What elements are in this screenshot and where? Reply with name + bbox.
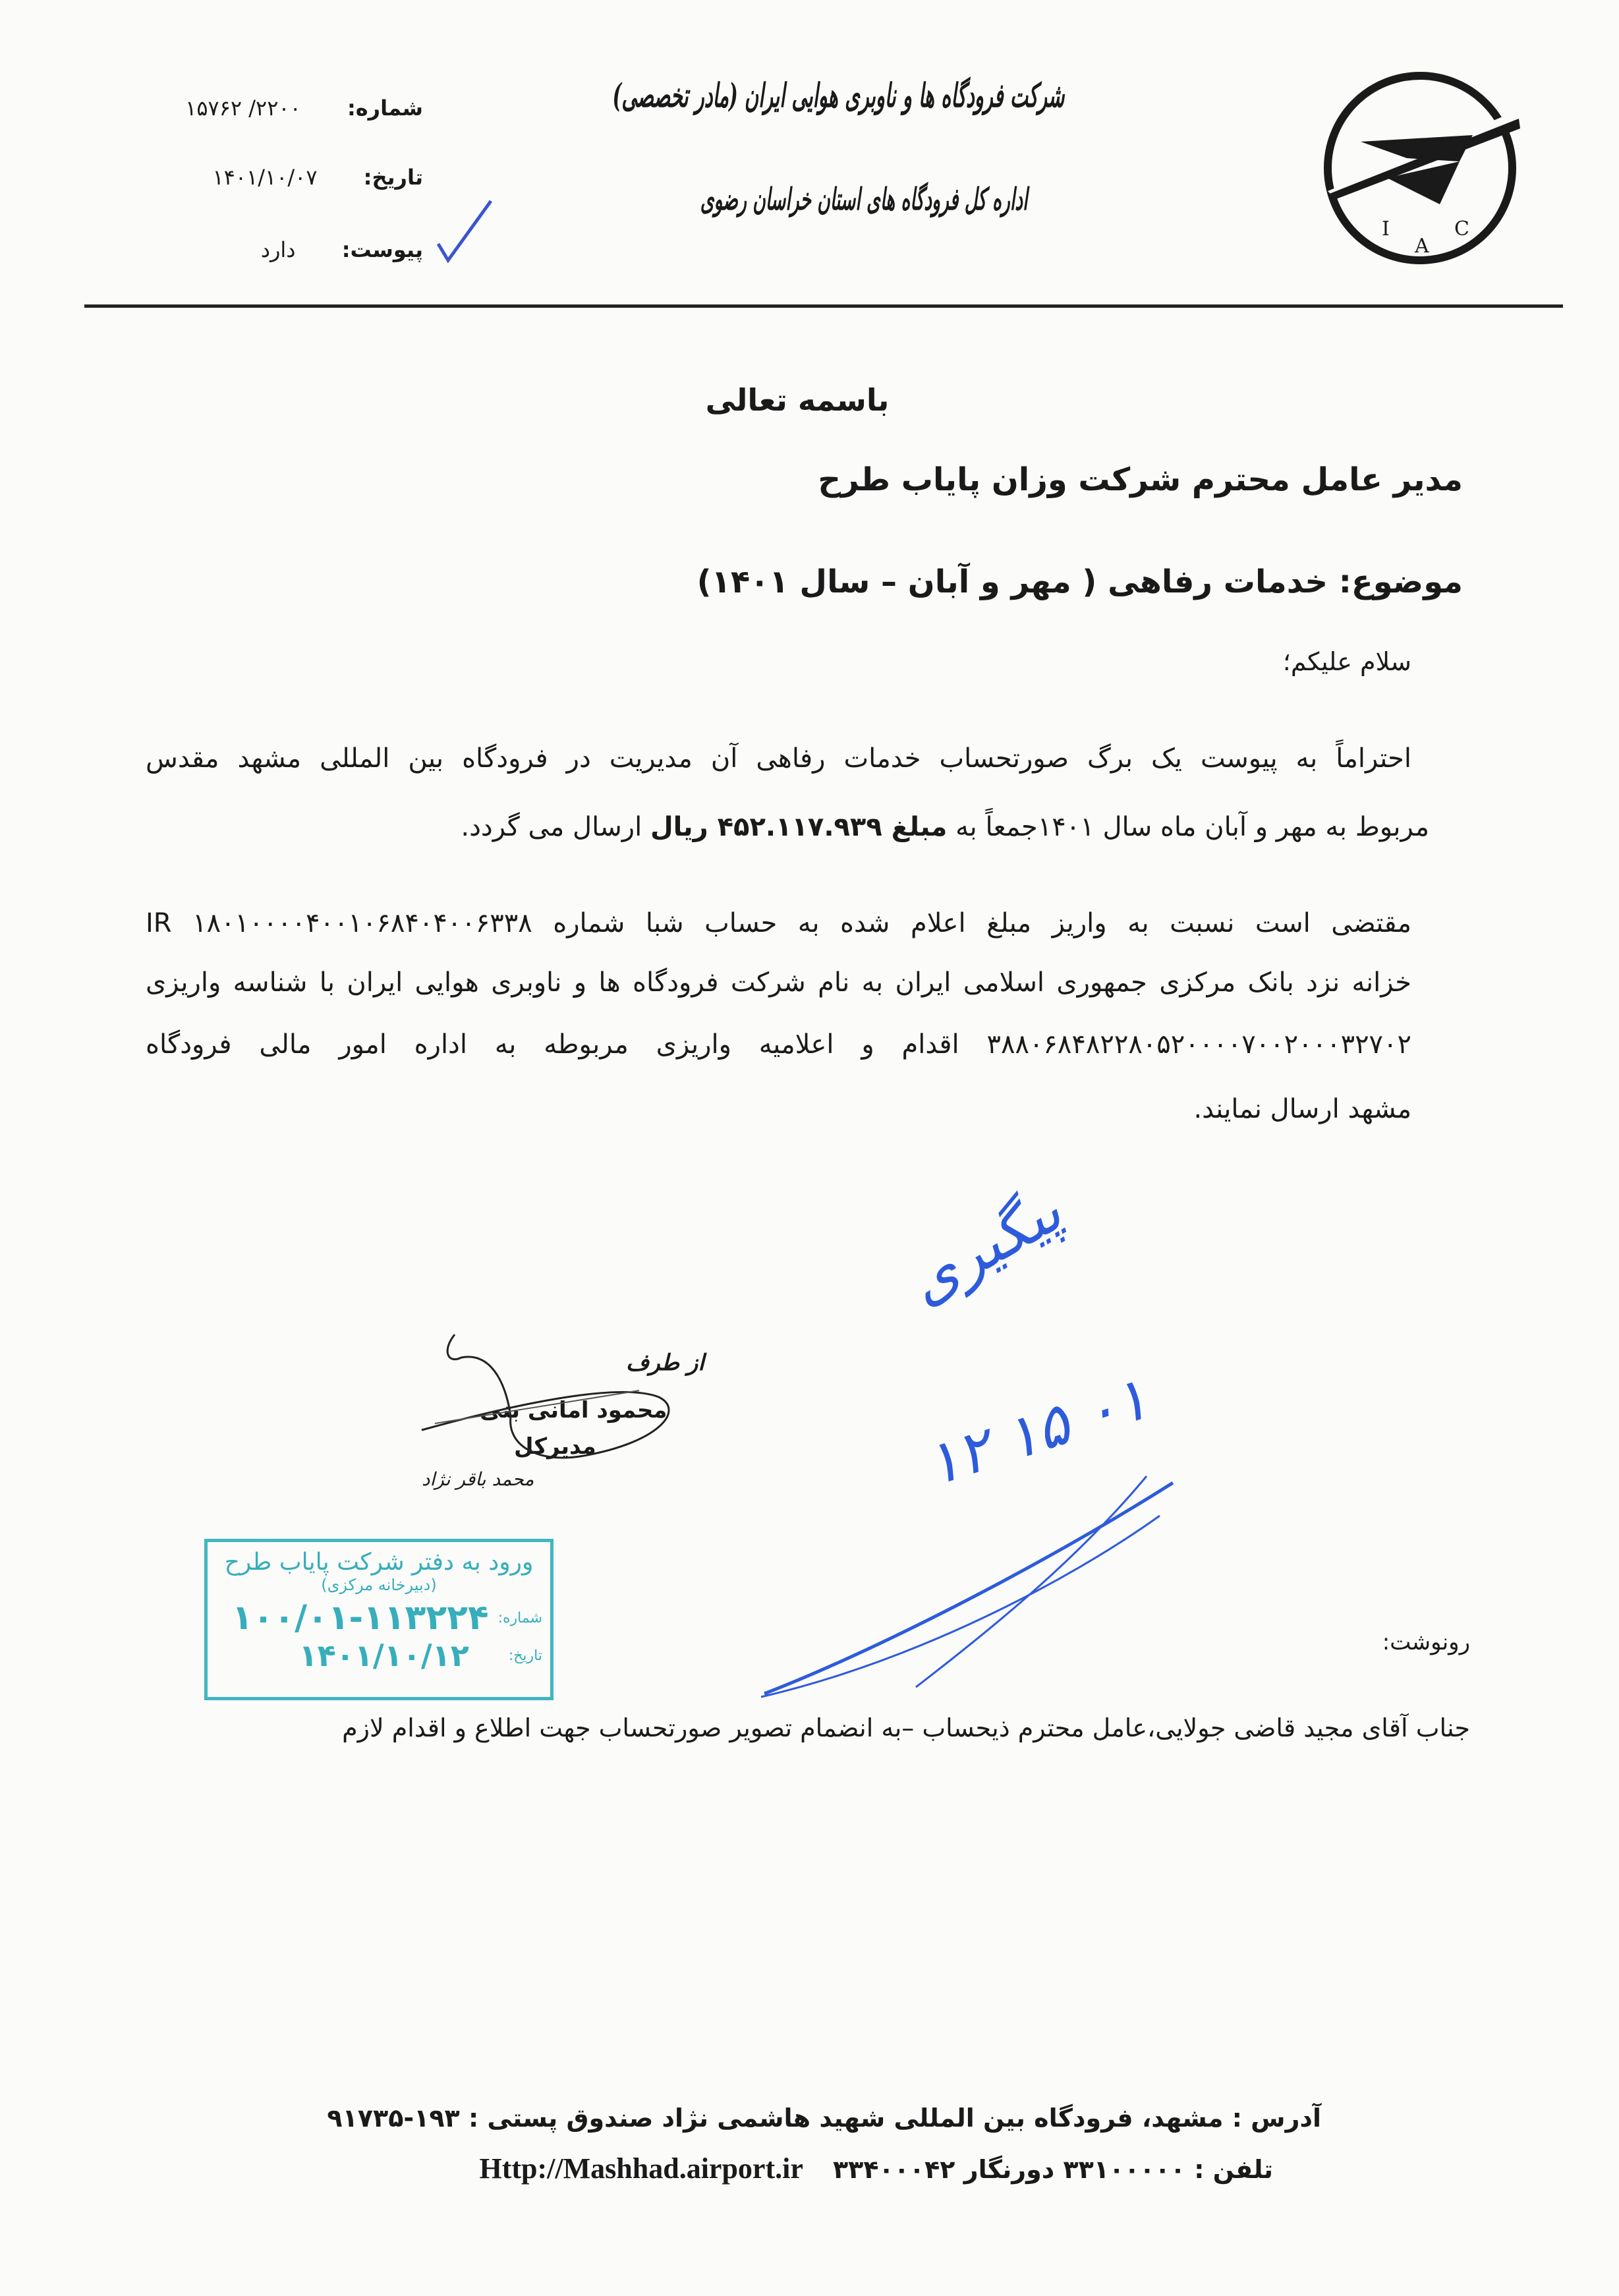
cc-line: جناب آقای مجید قاضی جولایی،عامل محترم ذیحساب –به انضمام تصویر صورتحساب جهت اطلاع و اقدام لازم	[342, 1713, 1470, 1742]
paragraph-1-line-1: احتراماً به پیوست یک برگ صورتحساب خدمات رفاهی آن مدیریت در فرودگاه بین المللی مشهد مقدس	[146, 743, 1411, 774]
footer-contact	[480, 2152, 1273, 2185]
stamp-line-2: (دبیرخانه مرکزی)	[321, 1576, 437, 1594]
recipient: مدیر عامل محترم شرکت وزان پایاب طرح	[818, 461, 1463, 498]
paragraph-2-line-1: مقتضی است نسبت به واریز مبلغ اعلام شده به حساب شبا شماره IR ۱۸۰۱۰۰۰۰۴۰۰۱۰۶۸۴۰۴۰۰۶۳۳۸	[146, 908, 1412, 938]
subject: موضوع: خدمات رفاهی ( مهر و آبان – سال ۱۴۰۱)	[696, 563, 1463, 600]
company-name: شرکت فرودگاه ها و ناوبری هوایی ایران (مادر تخصصی)	[612, 76, 1064, 115]
paragraph-1-line-2	[461, 812, 1429, 842]
letter-number	[185, 96, 423, 121]
stamp-number-label: شماره:	[497, 1609, 542, 1626]
signer-name: محمود امانی بنی	[480, 1397, 667, 1423]
letter-attachment	[261, 237, 423, 262]
stamp-line-1: ورود به دفتر شرکت پایاب طرح	[224, 1549, 534, 1576]
cc-label: رونوشت:	[1382, 1629, 1470, 1655]
salutation: سلام علیکم؛	[1282, 647, 1411, 676]
stamp-date-value: ۱۴۰۱/۱۰/۱۲	[298, 1638, 469, 1673]
handwritten-signer: محمد باقر نژاد	[422, 1468, 534, 1490]
invocation: باسمه تعالی	[705, 382, 890, 418]
paragraph-1-text: مربوط به مهر و آبان ماه سال ۱۴۰۱جمعاً به	[955, 812, 1429, 842]
number-label: شماره:	[347, 96, 423, 121]
attachment-label: پیوست:	[341, 237, 423, 262]
logo-letter: A	[1415, 235, 1429, 258]
on-behalf-label: از طرف	[626, 1350, 704, 1376]
iac-logo	[1308, 63, 1532, 273]
date-label: تاریخ:	[363, 165, 423, 190]
handwritten-numbers: ۱۲ ۱۵ ۰۱	[917, 1363, 1156, 1501]
received-stamp	[204, 1539, 554, 1700]
date-value: ۱۴۰۱/۱۰/۰۷	[212, 165, 318, 190]
letter-date	[212, 165, 423, 190]
attachment-value: دارد	[260, 237, 296, 262]
signer-title: مدیرکل	[514, 1433, 596, 1460]
stamp-number-value: ۱۰۰/۰۱-۱۱۳۲۲۴	[231, 1598, 489, 1638]
number-value: ۲۲۰۰/ ۱۵۷۶۲	[185, 96, 301, 121]
logo-letter: C	[1454, 217, 1469, 241]
black-signature-strokes	[409, 1325, 685, 1472]
footer-address: آدرس : مشهد، فرودگاه بین المللی شهید هاشمی نژاد صندوق پستی : ۱۹۳-۹۱۷۳۵	[327, 2104, 1321, 2133]
paragraph-1-text-end: ارسال می گردد.	[461, 812, 642, 842]
footer-website: Http://Mashhad.airport.ir	[479, 2152, 803, 2185]
stamp-date-label: تاریخ:	[508, 1647, 542, 1664]
handwritten-note: پیگیری	[896, 1176, 1073, 1319]
amount: مبلغ ۴۵۲.۱۱۷.۹۳۹ ریال	[650, 812, 948, 842]
paragraph-2-line-2: خزانه نزد بانک مرکزی جمهوری اسلامی ایران به نام شرکت فرودگاه ها و ناوبری هوایی ایران با شناسه واریزی	[146, 967, 1411, 998]
footer-phone: تلفن : ۳۳۱۰۰۰۰۰ دورنگار ۳۳۴۰۰۰۴۲	[832, 2155, 1273, 2184]
header-divider	[84, 304, 1563, 308]
logo-letter: I	[1382, 217, 1390, 241]
checkmark-icon	[435, 198, 494, 266]
paragraph-2-line-3: ۳۸۸۰۶۸۴۸۲۲۸۰۵۲۰۰۰۰۷۰۰۲۰۰۰۳۲۷۰۲ اقدام و اعلامیه واریزی مربوطه به اداره امور مالی فرودگاه	[146, 1029, 1411, 1060]
blue-signature-strokes	[751, 1463, 1186, 1709]
department-name: اداره کل فرودگاه های استان خراسان رضوی	[700, 181, 1028, 217]
paragraph-2-line-4: مشهد ارسال نمایند.	[1193, 1094, 1411, 1124]
